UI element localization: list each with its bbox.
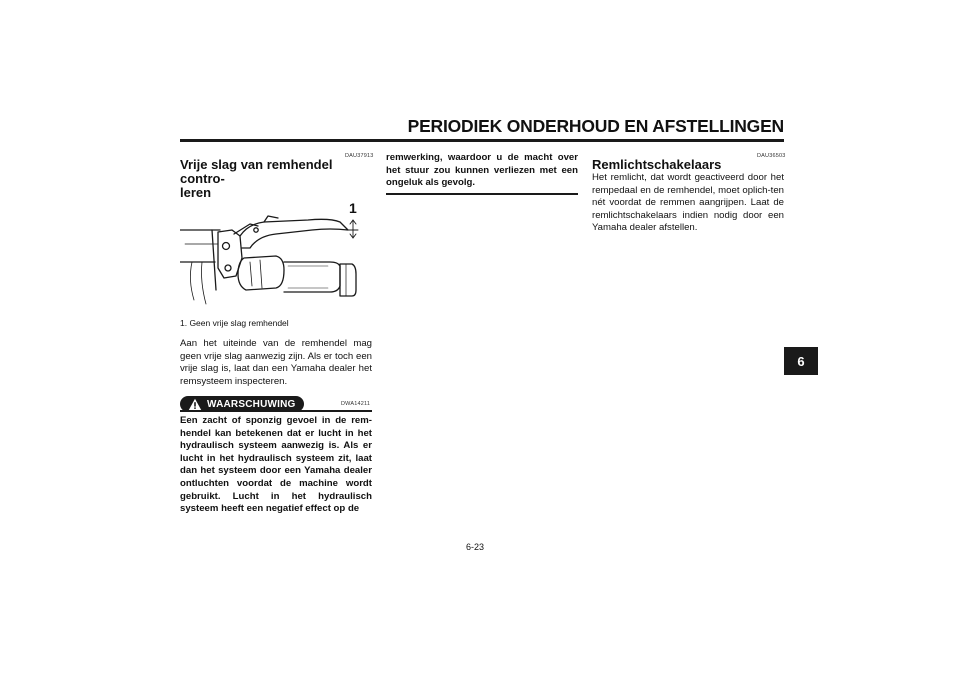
brake-lever-body-text: Aan het uiteinde van de remhendel mag geen vrije slag aanwezig zijn. Als er toch een vrije slag is, laat dan een Yamaha dealer het remsysteem inspecteren. [180,338,372,387]
brake-lever-illustration [180,200,372,312]
warning-rule-left [180,410,372,412]
warning-text-part-1: Een zacht of sponzig gevoel in de rem-hendel kan betekenen dat er lucht in het hydraulisch systeem aanwezig is. Als er lucht in het hydraulisch systeem zit, laat dan het systeem door een Yamaha dealer ontluchten voordat de machine wordt gebruikt. Lucht in het hydraulisch systeem heeft een negatief effect op de [180,415,372,515]
warning-code: DWA14211 [341,401,371,407]
heading-brake-lever-free-play [180,158,372,200]
brake-light-body-text: Het remlicht, dat wordt geactiveerd door het rempedaal en de remhendel, moet oplich-ten nét voordat de remmen aangrijpen. Laat de remlichtschakelaars indien nodig door een Yamaha dealer afstellen. [592,172,784,234]
figure-caption: 1. Geen vrije slag remhendel [180,318,289,328]
section-code-brake-light: DAU36503 [757,153,786,159]
heading-line-2: leren [180,185,212,200]
warning-end-rule [386,193,578,195]
figure-callout-1: 1 [349,200,357,216]
heading-brake-light-switches: Remlichtschakelaars [592,157,722,172]
heading-line-1: Vrije slag van remhendel contro- [180,157,333,186]
page-header-title: PERIODIEK ONDERHOUD EN AFSTELLINGEN [407,116,784,136]
section-code-brake-lever: DAU37913 [345,153,374,159]
section-tab[interactable]: 6 [784,347,818,375]
page-number: 6-23 [466,542,485,552]
warning-triangle-icon [188,398,202,411]
header-rule [180,139,784,142]
warning-label: WAARSCHUWING [207,398,296,410]
warning-text-part-2: remwerking, waardoor u de macht over het stuur zou kunnen verliezen met een ongeluk als gevolg. [386,152,578,189]
